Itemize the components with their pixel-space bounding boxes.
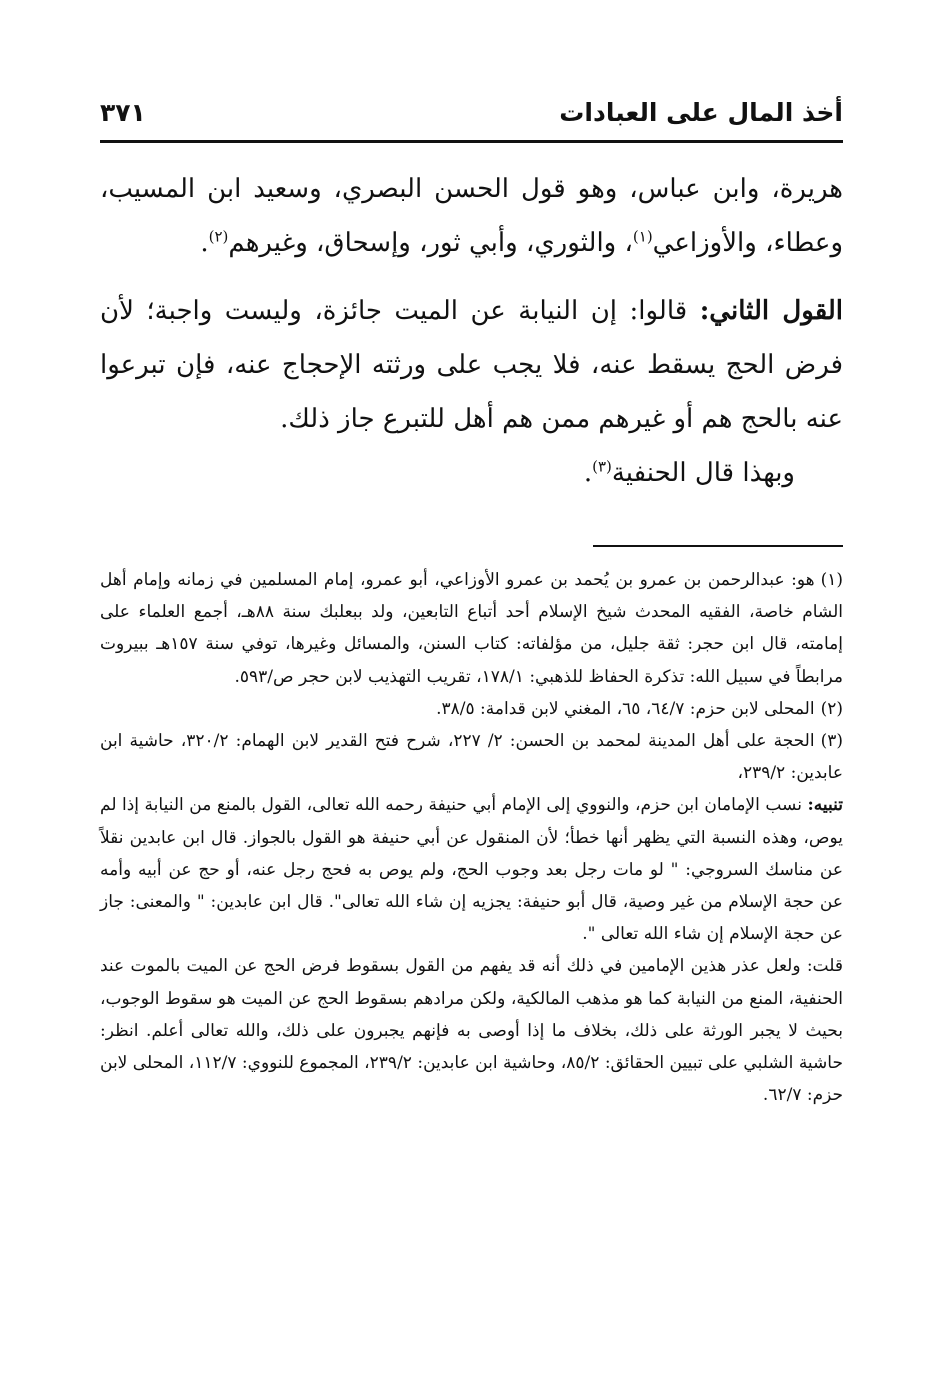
paragraph-2 <box>100 284 843 446</box>
footnote-2 <box>100 693 843 725</box>
chapter-title: أخذ المال على العبادات <box>559 97 843 127</box>
footnote-divider <box>593 545 843 547</box>
running-header <box>100 92 843 132</box>
comment-text: قلت: ولعل عذر هذين الإمامين في ذلك أنه قد يفهم من القول بسقوط فرض الحج عن الميت بالموت عند الحنفية، المنع من النيابة كما هو مذهب المالكية، ولكن مرادهم بسقوط الحج عن الميت هو سقوط الوجوب، بحيث لا يجبر الورثة على ذلك، بخلاف ما إذا أوصى به فإنهم يجبرون على ذلك، والله تعالى أعلم. انظر: حاشية الشلبي على تبيين الحقائق: ٨٥/٢، وحاشية ابن عابدين: ٢٣٩/٢، المجموع للنووي: ١١٢/٧، المحلى لابن حزم: ٦٢/٧. <box>100 956 843 1106</box>
main-text <box>100 162 843 500</box>
footnote-2-number: (٢) <box>820 698 843 719</box>
footnote-note <box>100 789 843 950</box>
paragraph-3-text: وبهذا قال الحنفية <box>611 458 795 488</box>
footnote-1 <box>100 564 843 693</box>
paragraph-2-text: قالوا: إن النيابة عن الميت جائزة، وليست واجبة؛ لأن فرض الحج يسقط عنه، فلا يجب على ورثته الإحجاج عنه، فإن تبرعوا عنه بالحج هم أو غيرهم ممن هم أهل للتبرع جاز ذلك. <box>100 296 843 434</box>
paragraph-1 <box>100 162 843 270</box>
footnote-2-text: المحلى لابن حزم: ٦٤/٧، ٦٥، المغني لابن قدامة: ٣٨/٥. <box>436 698 815 719</box>
footnote-comment <box>100 950 843 1111</box>
paragraph-1-end: . <box>200 228 209 258</box>
second-opinion-label: القول الثاني: <box>699 296 844 326</box>
footnote-1-number: (١) <box>820 570 843 590</box>
note-text: نسب الإمامان ابن حزم، والنووي إلى الإمام أبي حنيفة رحمه الله تعالى، القول بالمنع من النيابة إذا لم يوص، وهذه النسبة التي يظهر أنها خطأ؛ لأن المنقول عن أبي حنيفة هو القول بالجواز. قال ابن عابدين نقلاً عن مناسك السروجي: " لو مات رجل بعد وجوب الحج، ولم يوص به فحج رجل عنه، أو حج عن أبيه وأمه عن حجة الإسلام من غير وصية، قال أبو حنيفة: يجزيه إن شاء الله تعالى". قال ابن عابدين: " والمعنى: جاز عن حجة الإسلام إن شاء الله تعالى ". <box>100 795 843 945</box>
paragraph-1-text: هريرة، وابن عباس، وهو قول الحسن البصري، وسعيد ابن المسيب، وعطاء، والأوزاعي <box>100 174 843 258</box>
footnote-3 <box>100 725 843 789</box>
footnote-1-text: هو: عبدالرحمن بن عمرو بن يُحمد بن عمرو الأوزاعي، أبو عمرو، إمام المسلمين في زمانه وإمام أهل الشام خاصة، الفقيه المحدث شيخ الإسلام أحد أتباع التابعين، ولد ببعلبك سنة ٨٨هـ، أجمع العلماء على إمامته، قال ابن حجر: ثقة جليل، من مؤلفاته: كتاب السنن، والمسائل وغيرها، توفي سنة ١٥٧هـ ببيروت مرابطاً في سبيل الله: تذكرة الحفاظ للذهبي: ١٧٨/١، تقريب التهذيب لابن حجر ص/٥٩٣. <box>100 570 843 687</box>
page-number: ٣٧١ <box>100 97 146 127</box>
header-divider <box>100 140 843 143</box>
footnote-ref-1[interactable]: (١) <box>632 227 653 246</box>
paragraph-3-end: . <box>583 458 593 488</box>
note-label: تنبيه: <box>807 795 843 816</box>
footnote-3-text: الحجة على أهل المدينة لمحمد بن الحسن: ٢/ ٢٢٧، شرح فتح القدير لابن الهمام: ٣٢٠/٢، حاشية ابن عابدين: ٢٣٩/٢، <box>100 731 843 784</box>
paragraph-1-text-b: ، والثوري، وأبي ثور، وإسحاق، وغيرهم <box>228 228 633 258</box>
paragraph-3 <box>100 446 843 500</box>
footnote-ref-3[interactable]: (٣) <box>592 457 612 476</box>
footnote-ref-2[interactable]: (٢) <box>208 227 229 246</box>
footnotes <box>100 564 843 1111</box>
footnote-3-number: (٣) <box>820 731 843 752</box>
